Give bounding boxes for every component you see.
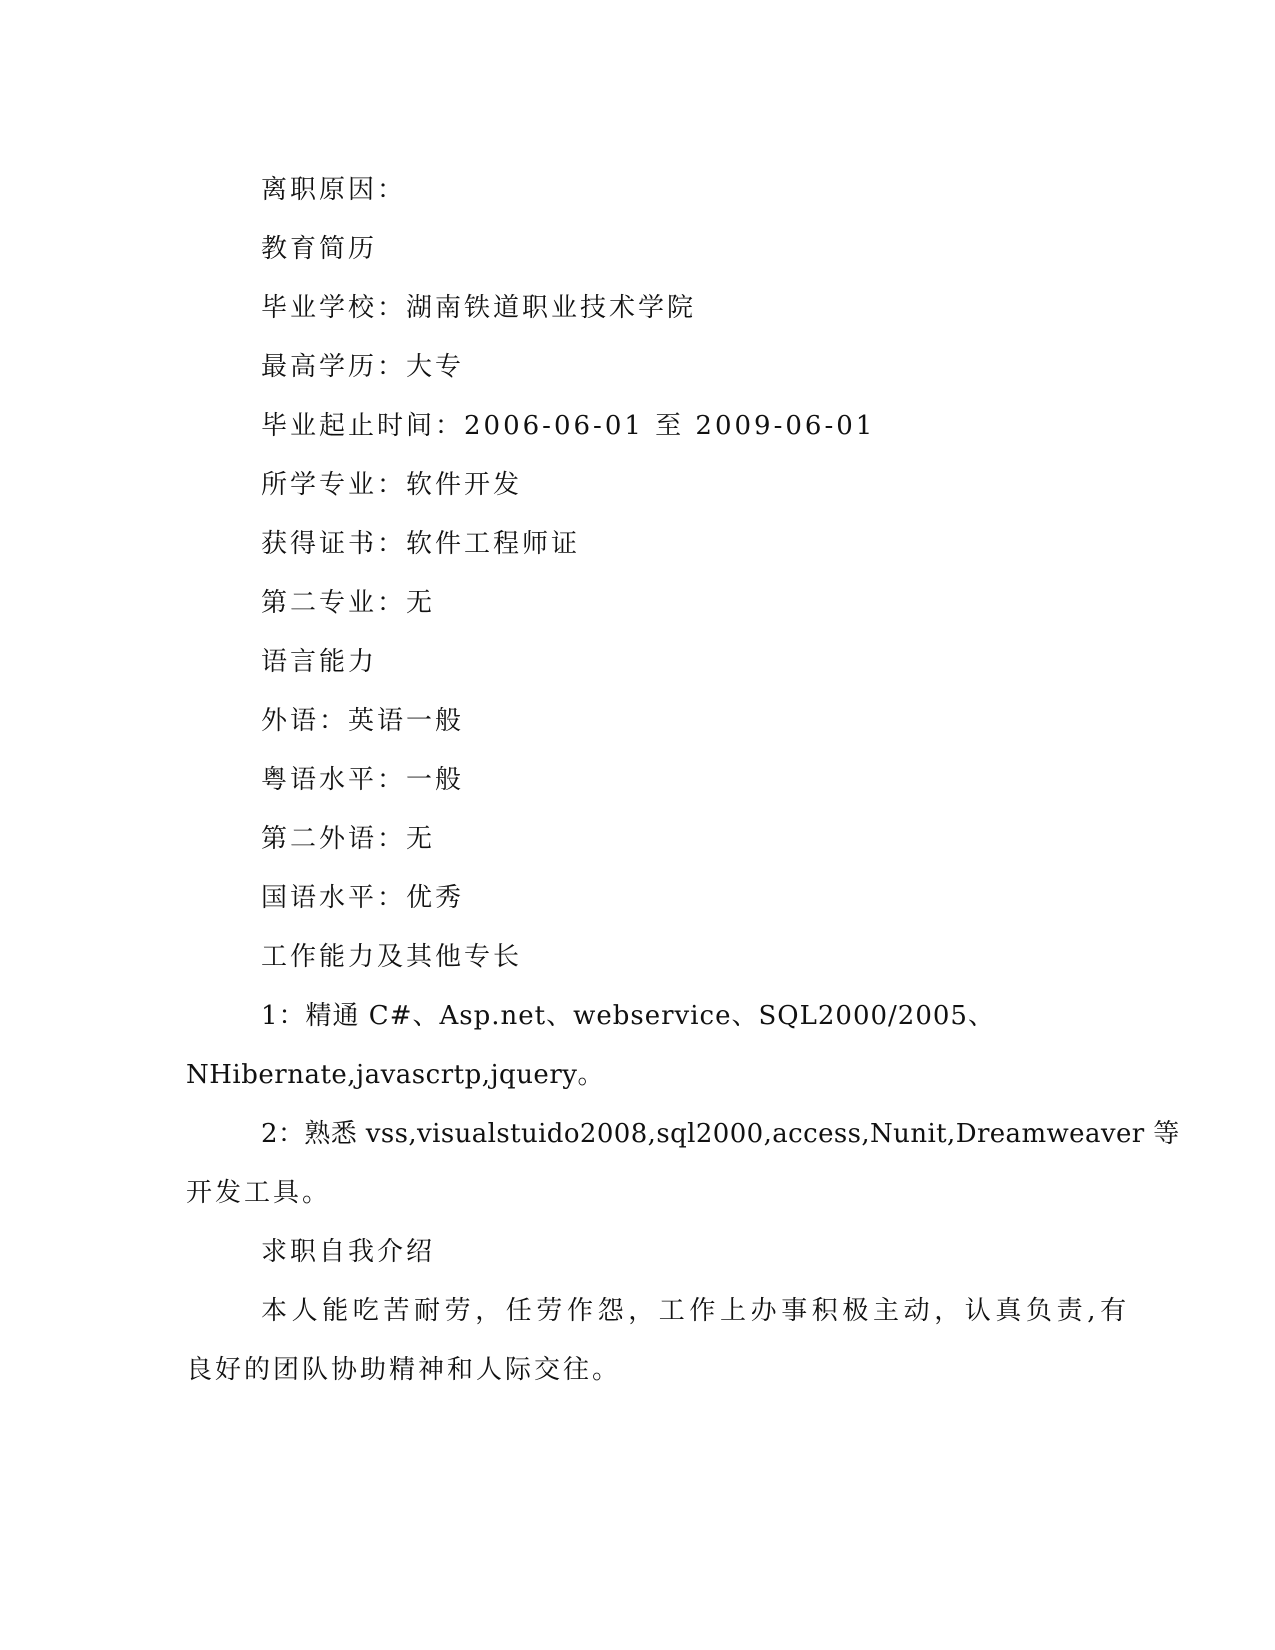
education-heading: 教育简历 [261, 234, 378, 264]
major-line: 所学专业：软件开发 [261, 470, 523, 500]
certificate-line: 获得证书：软件工程师证 [261, 529, 581, 559]
graduate-school-line: 毕业学校：湖南铁道职业技术学院 [261, 293, 697, 323]
skills-heading: 工作能力及其他专长 [261, 942, 523, 972]
self-intro-line-1: 本人能吃苦耐劳，任劳作怨，工作上办事积极主动，认真负责,有 [261, 1296, 1131, 1326]
language-heading: 语言能力 [261, 647, 378, 677]
second-major-line: 第二专业：无 [261, 588, 436, 618]
skill-item-1: 1：精通 C#、Asp.net、webservice、SQL2000/2005、 [261, 1001, 995, 1031]
mandarin-line: 国语水平：优秀 [261, 883, 465, 913]
foreign-language-line: 外语：英语一般 [261, 706, 465, 736]
skill-item-2-continued: 开发工具。 [186, 1178, 332, 1208]
second-foreign-language-line: 第二外语：无 [261, 824, 436, 854]
cantonese-line: 粤语水平：一般 [261, 765, 465, 795]
self-intro-line-2: 良好的团队协助精神和人际交往。 [186, 1355, 622, 1385]
study-period-line: 毕业起止时间：2006-06-01 至 2009-06-01 [261, 411, 876, 441]
highest-degree-line: 最高学历：大专 [261, 352, 465, 382]
skill-item-2: 2：熟悉 vss,visualstuido2008,sql2000,access,Nunit,Dreamweaver 等 [261, 1119, 1180, 1149]
leave-reason-line: 离职原因： [261, 175, 407, 205]
self-intro-heading: 求职自我介绍 [261, 1237, 436, 1267]
skill-item-1-continued: NHibernate,javascrtp,jquery。 [186, 1060, 604, 1090]
